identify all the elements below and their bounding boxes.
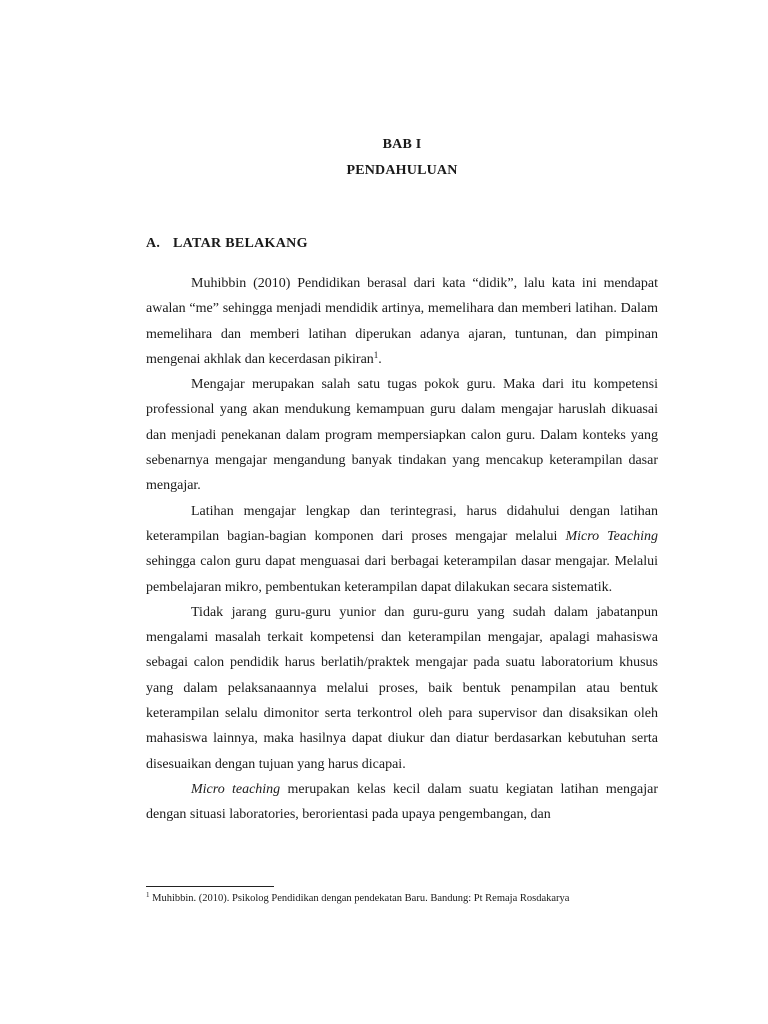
footnote-number: 1 <box>146 891 150 899</box>
chapter-number: BAB I <box>382 137 422 152</box>
section-label: A. <box>146 236 161 251</box>
chapter-title: PENDAHULUAN <box>346 163 458 178</box>
paragraph-1-end: . <box>378 351 382 367</box>
paragraph-1 <box>146 271 658 372</box>
paragraph-2: Mengajar merupakan salah satu tugas pokok guru. Maka dari itu kompetensi professional yang akan mendukung kemampuan guru dalam mengajar haruslah dikuasai dan menjadi penekanan dalam program mempersiapkan calon guru. Dalam konteks yang sebenarnya mengajar mengandung banyak tindakan yang mencakup keterampilan dasar mengajar. <box>146 377 658 494</box>
paragraph-1-text: Muhibbin (2010) Pendidikan berasal dari kata “didik”, lalu kata ini mendapat awalan “me” sehingga menjadi mendidik artinya, memelihara dan memberi latihan. Dalam memelihara dan memberi latihan diperukan adanya ajaran, tuntunan, dan pimpinan mengenai akhlak dan kecerdasan pikiran <box>146 276 658 367</box>
footnote <box>146 892 616 906</box>
paragraph-3 <box>146 499 658 600</box>
body-text <box>146 271 658 828</box>
paragraph-3-italic-term: Micro Teaching <box>565 528 658 544</box>
section-title: LATAR BELAKANG <box>173 236 308 251</box>
footnote-separator <box>146 886 274 887</box>
section-heading <box>146 236 308 252</box>
footnote-text: Muhibbin. (2010). Psikolog Pendidikan dengan pendekatan Baru. Bandung: Pt Remaja Rosdakarya <box>149 893 570 904</box>
footnote-reference: 1 <box>373 349 379 360</box>
paragraph-3-before: Latihan mengajar lengkap dan terintegrasi, harus didahului dengan latihan keterampilan bagian-bagian komponen dari proses mengajar melalui <box>146 503 658 544</box>
paragraph-5-after: merupakan kelas kecil dalam suatu kegiatan latihan mengajar dengan situasi laboratories, berorientasi pada upaya pengembangan, dan <box>146 781 658 823</box>
paragraph-5 <box>146 777 658 828</box>
paragraph-4: Tidak jarang guru-guru yunior dan guru-guru yang sudah dalam jabatanpun mengalami masalah terkait kompetensi dan keterampilan mengajar, apalagi mahasiswa sebagai calon pendidik harus berlatih/praktek mengajar pada suatu laboratorium khusus yang dalam pelaksanaannya melalui proses, baik bentuk penampilan atau bentuk keterampilan selalu dimonitor serta terkontrol oleh para supervisor dan disaksikan oleh mahasiswa lainnya, maka hasilnya dapat diukur dan diatur berdasarkan kebutuhan serta disesuaikan dengan tujuan yang harus dicapai. <box>146 604 658 772</box>
paragraph-3-after: sehingga calon guru dapat menguasai dari berbagai keterampilan dasar mengajar. Melalui pembelajaran mikro, pembentukan keterampilan dapat dilakukan secara sistematik. <box>146 554 658 595</box>
paragraph-5-italic-term: Micro teaching <box>191 781 281 797</box>
